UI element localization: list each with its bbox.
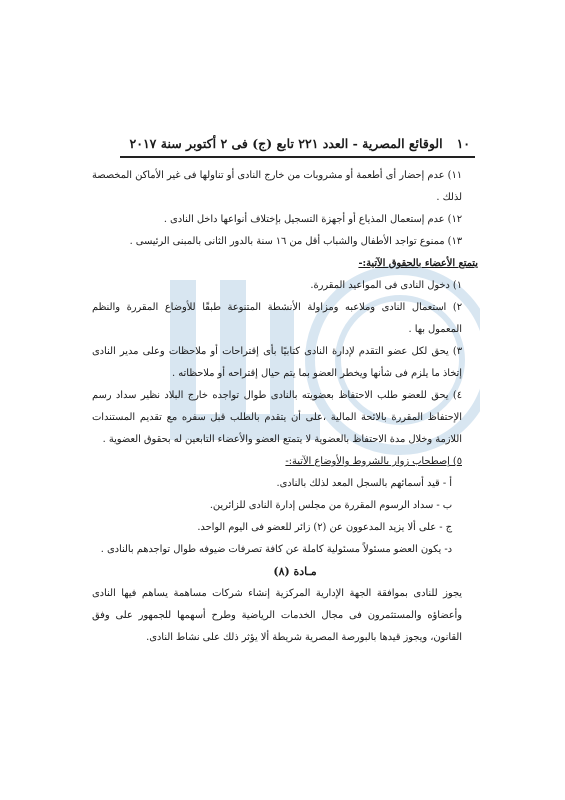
clause-13: ١٣) ممنوع تواجد الأطفال والشباب أقل من ١٦ سنة بالدور الثانى بالمبنى الرئيسى . bbox=[129, 236, 462, 247]
page-number: ١٠ bbox=[456, 135, 470, 151]
right-3: ٣) يحق لكل عضو التقدم لإدارة النادى كتابيًا بأى إقتراحات أو ملاحظات وعلى مدير النادى إتخاذ ما يلزم فى شأنها ويخطر العضو بما يتم حيال إقتراحه أو ملاحظاته . bbox=[92, 346, 462, 379]
right-5: ٥) إصطحاب زوار بالشروط والأوضاع الآتية:- bbox=[285, 456, 462, 467]
right-5-b: ب - سداد الرسوم المقررة من مجلس إدارة النادى للزائرين. bbox=[209, 500, 452, 511]
right-1: ١) دخول النادى فى المواعيد المقررة. bbox=[310, 280, 462, 291]
right-5-d: د- يكون العضو مسئولاً مسئولية كاملة عن كافة تصرفات ضيوفه طوال تواجدهم بالنادى . bbox=[100, 544, 452, 555]
clause-12: ١٢) عدم إستعمال المذياع أو أجهزة التسجيل بإختلاف أنواعها داخل النادى . bbox=[163, 214, 462, 225]
right-4: ٤) يحق للعضو طلب الاحتفاظ بعضويته بالنادى طوال تواجده خارج البلاد نظير سداد رسم الإحتفاظ المقررة بالائحة المالية ،على أن يتقدم بالطلب قبل سفره مع تقديم المستندات اللازمة وخلال مدة الاحتفاظ بالعضوية لا يتمتع العضو والأعضاء التابعين له بحقوق العضوية . bbox=[92, 390, 462, 445]
publication-title: الوقائع المصرية - العدد ٢٢١ تابع (ج) فى ٢ أكتوبر سنة ٢٠١٧ bbox=[129, 135, 443, 151]
article-8-title: مـادة (٨) bbox=[273, 565, 317, 578]
right-5-c: ج - على ألا يزيد المدعوون عن (٢) زائر للعضو فى اليوم الواحد. bbox=[197, 522, 452, 533]
document-body bbox=[92, 165, 478, 649]
article-8-body: يجوز للنادى بموافقة الجهة الإدارية المركزية إنشاء شركات مساهمة يساهم فيها النادى وأعضاؤه والمستثمرون فى مجال الخدمات الرياضية وطرح أسهمها للجمهور على وفق القانون، ويجوز قيدها بالبورصة المصرية شريطة ألا يؤثر ذلك على نشاط النادى. bbox=[92, 588, 462, 643]
page-header bbox=[129, 133, 470, 153]
right-2: ٢) استعمال النادى وملاعبه ومزاولة الأنشطة المتنوعة طبقًا للأوضاع المقررة والنظم المعمول بها . bbox=[92, 302, 462, 335]
right-5-a: أ - قيد أسمائهم بالسجل المعد لذلك بالنادى. bbox=[276, 478, 452, 489]
rights-heading: يتمتع الأعضاء بالحقوق الآتية:- bbox=[358, 258, 478, 269]
header-rule bbox=[120, 156, 475, 158]
clause-11: ١١) عدم إحضار أى أطعمة أو مشروبات من خارج النادى أو تناولها فى غير الأماكن المخصصة لذلك . bbox=[92, 170, 462, 203]
